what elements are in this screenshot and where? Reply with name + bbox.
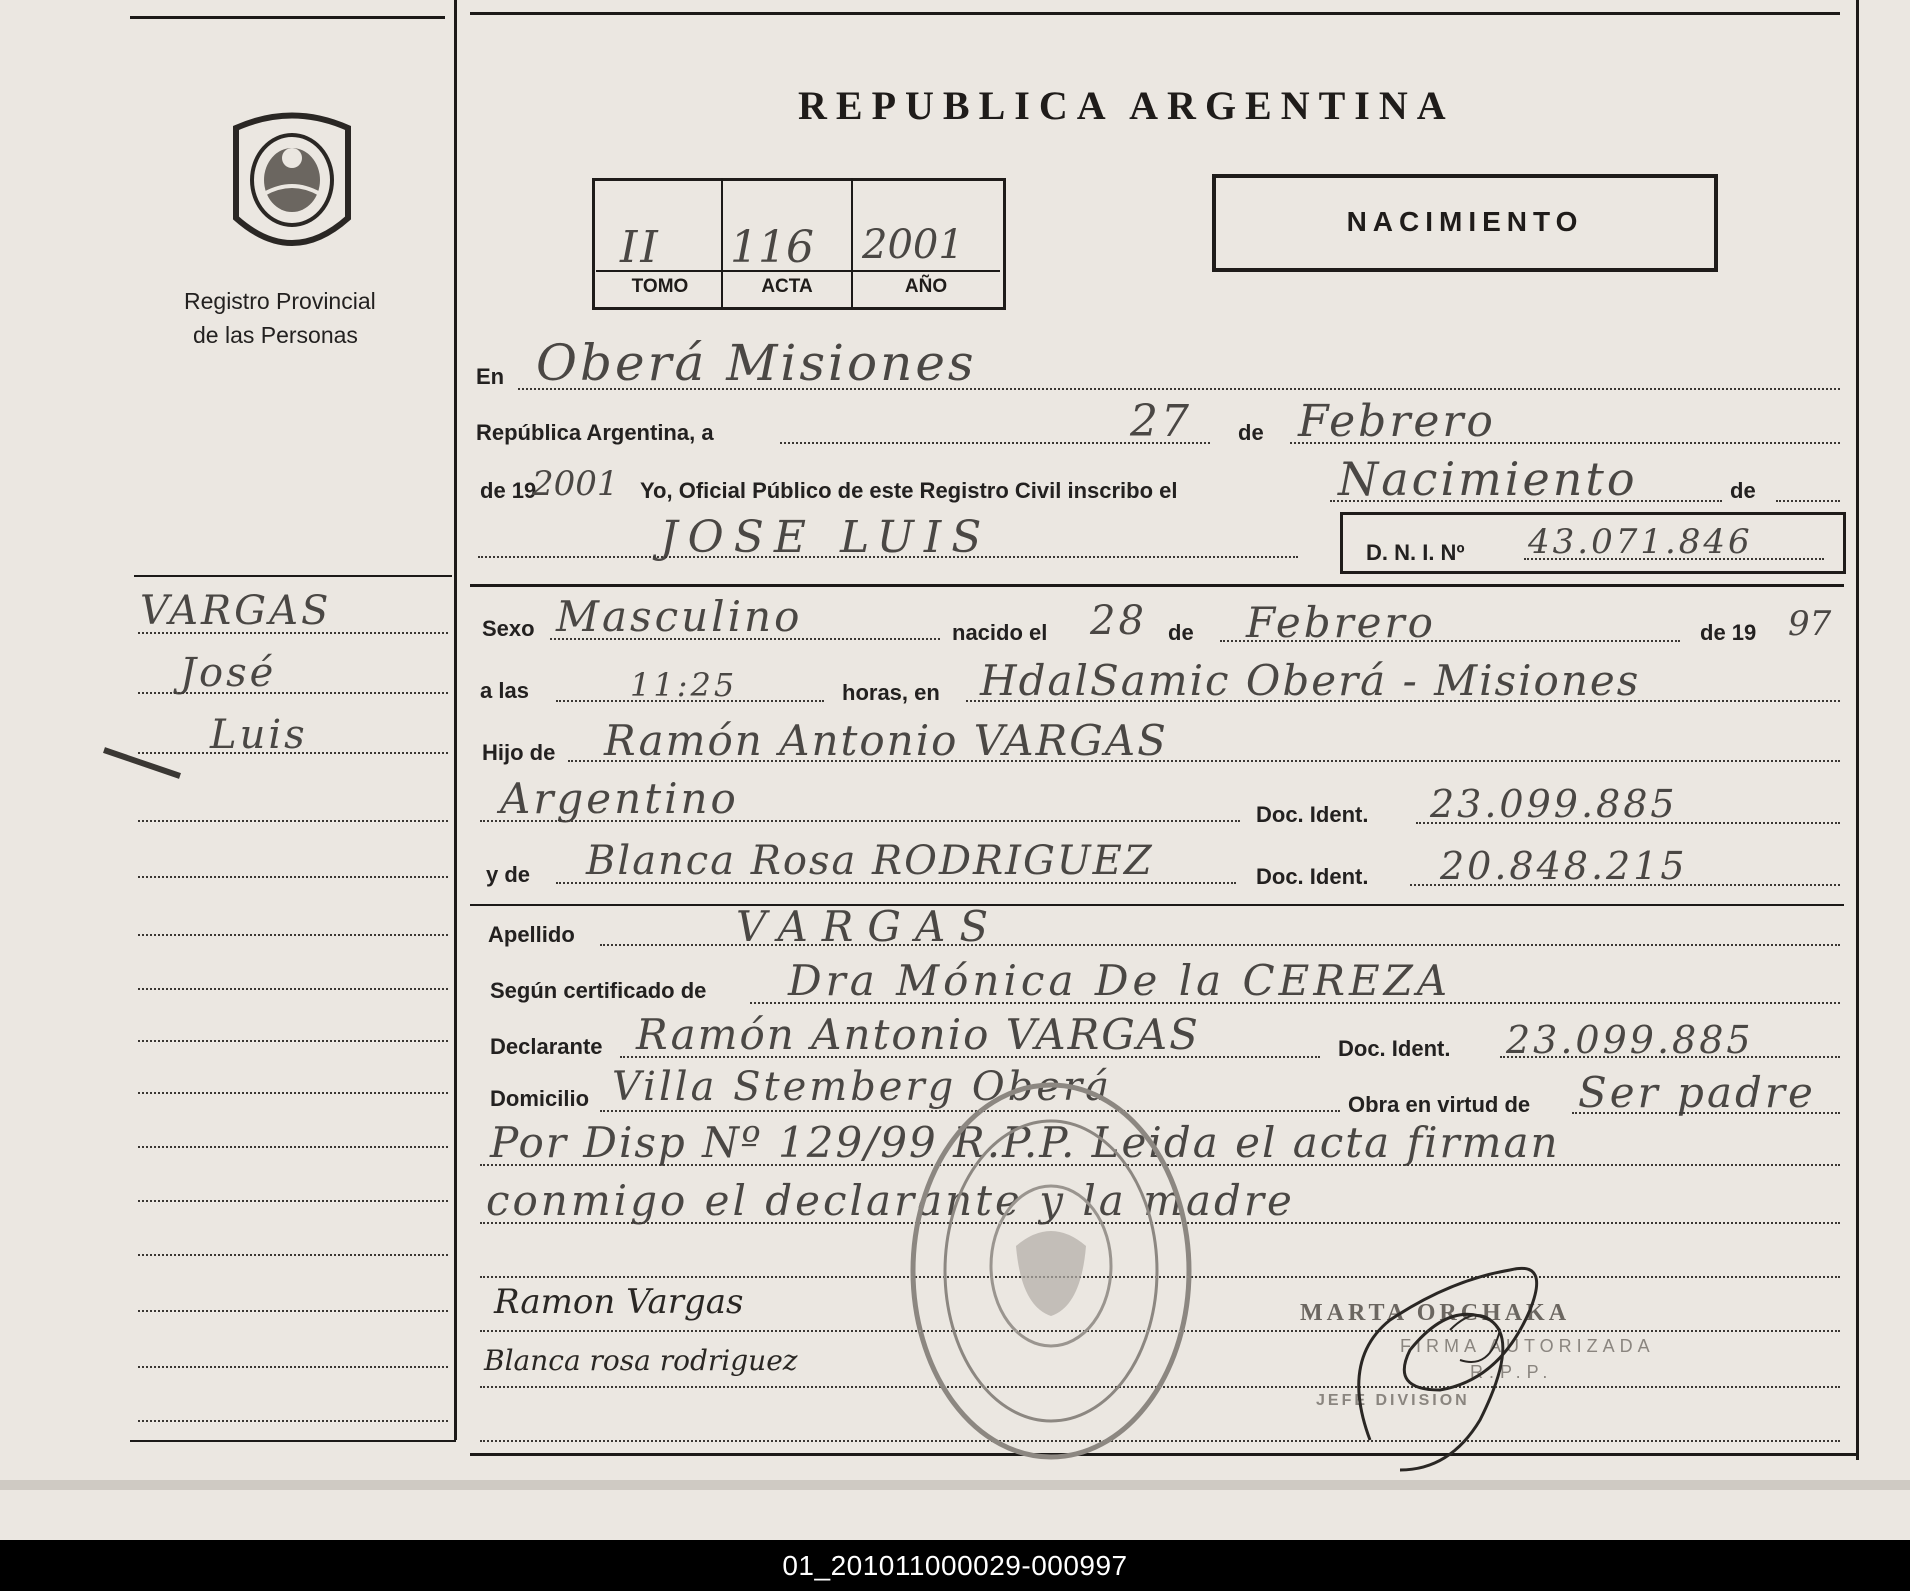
certifier-value: Dra Mónica De la CEREZA bbox=[788, 956, 1452, 1005]
label-sexo: Sexo bbox=[482, 616, 535, 641]
birth-time: 11:25 bbox=[630, 666, 738, 704]
label-hijo-de: Hijo de bbox=[482, 740, 556, 765]
mother-signature: Blanca rosa rodriguez bbox=[484, 1344, 798, 1377]
page-edge-shadow bbox=[0, 1480, 1910, 1490]
birth-year: 97 bbox=[1788, 604, 1832, 644]
father-doc: 23.099.885 bbox=[1430, 782, 1678, 826]
left-bottom-rule bbox=[130, 1440, 456, 1442]
official-title: FIRMA AUTORIZADA bbox=[1400, 1336, 1655, 1356]
official-name: MARTA ORCHAKA bbox=[1300, 1300, 1571, 1326]
top-rule-right bbox=[470, 12, 1840, 15]
acta-value: 116 bbox=[730, 222, 814, 273]
inscription-day: 27 bbox=[1130, 396, 1192, 447]
declarant-name: Ramón Antonio VARGAS bbox=[636, 1010, 1200, 1059]
declarant-doc: 23.099.885 bbox=[1506, 1018, 1754, 1062]
father-nationality: Argentino bbox=[500, 774, 739, 823]
label-republica: República Argentina, a bbox=[476, 420, 714, 445]
dotted-line bbox=[1416, 822, 1840, 824]
margin-line bbox=[138, 1092, 448, 1094]
record-box-divider bbox=[851, 178, 853, 308]
virtue-value: Ser padre bbox=[1578, 1068, 1816, 1117]
label-yo-oficial: Yo, Oficial Público de este Registro Civil inscribo el bbox=[640, 478, 1178, 503]
label-de-year: de 19 bbox=[480, 478, 537, 503]
dotted-line bbox=[568, 760, 1840, 762]
label-de-3: de bbox=[1168, 620, 1194, 645]
note-line-2: conmigo el declarante y la madre bbox=[486, 1176, 1295, 1225]
official-signature-icon bbox=[1330, 1240, 1610, 1480]
dotted-line bbox=[1500, 1056, 1840, 1058]
father-name: Ramón Antonio VARGAS bbox=[604, 716, 1168, 765]
dni-value: 43.071.846 bbox=[1528, 522, 1753, 562]
right-border bbox=[1856, 0, 1859, 1460]
margin-line bbox=[138, 1040, 448, 1042]
section-rule bbox=[470, 904, 1844, 906]
margin-mark-icon bbox=[100, 740, 190, 780]
margin-line bbox=[138, 820, 448, 822]
provincial-seal-icon bbox=[228, 108, 356, 258]
label-doc-ident-2: Doc. Ident. bbox=[1256, 864, 1369, 889]
birth-month: Febrero bbox=[1246, 598, 1436, 647]
margin-line bbox=[138, 988, 448, 990]
tomo-value: II bbox=[620, 222, 661, 273]
dotted-line bbox=[518, 388, 1840, 390]
margin-surname: VARGAS bbox=[140, 588, 332, 634]
father-signature: Ramon Vargas bbox=[494, 1282, 744, 1322]
margin-rule bbox=[134, 575, 452, 577]
registry-name-line-1: Registro Provincial bbox=[184, 288, 376, 314]
dotted-line bbox=[1220, 640, 1680, 642]
dotted-line bbox=[1572, 1112, 1840, 1114]
birth-day: 28 bbox=[1090, 598, 1147, 644]
margin-line bbox=[138, 692, 448, 694]
act-type-value: Nacimiento bbox=[1338, 452, 1638, 506]
image-id-caption: 01_201011000029-000997 bbox=[0, 1540, 1910, 1591]
ano-value: 2001 bbox=[862, 222, 964, 268]
label-obra-en-virtud: Obra en virtud de bbox=[1348, 1092, 1531, 1117]
left-column-border bbox=[454, 0, 457, 1440]
dotted-line bbox=[478, 556, 1298, 558]
margin-line bbox=[138, 1254, 448, 1256]
label-horas: horas, en bbox=[842, 680, 940, 705]
sex-value: Masculino bbox=[556, 592, 803, 641]
inscription-year: 2001 bbox=[532, 464, 619, 504]
label-en: En bbox=[476, 364, 505, 389]
dotted-line bbox=[1330, 500, 1722, 502]
dotted-line bbox=[550, 638, 940, 640]
label-de: de bbox=[1238, 420, 1264, 445]
label-a-las: a las bbox=[480, 678, 529, 703]
address-value: Villa Stemberg Oberá bbox=[612, 1064, 1112, 1110]
margin-line bbox=[138, 1310, 448, 1312]
margin-line bbox=[138, 1200, 448, 1202]
mother-name: Blanca Rosa RODRIGUEZ bbox=[586, 838, 1154, 884]
label-de-2: de bbox=[1730, 478, 1756, 503]
mother-doc: 20.848.215 bbox=[1440, 844, 1688, 888]
label-y-de: y de bbox=[486, 862, 531, 887]
label-declarante: Declarante bbox=[490, 1034, 603, 1059]
record-box-divider bbox=[721, 178, 723, 308]
tomo-label: TOMO bbox=[631, 276, 689, 297]
official-line: JEFE DIVISION bbox=[1316, 1392, 1470, 1409]
dotted-line bbox=[600, 944, 1840, 946]
margin-line bbox=[138, 632, 448, 634]
section-rule bbox=[470, 584, 1844, 587]
given-names-value: JOSE LUIS bbox=[660, 512, 992, 563]
country-title: REPUBLICA ARGENTINA bbox=[798, 83, 1455, 128]
dotted-line bbox=[1410, 884, 1840, 886]
margin-line bbox=[138, 1420, 448, 1422]
inscription-month: Febrero bbox=[1298, 396, 1496, 447]
label-nacido: nacido el bbox=[952, 620, 1048, 645]
official-initials: R.P.P. bbox=[1470, 1362, 1554, 1382]
official-stamp-icon bbox=[906, 1076, 1196, 1466]
dotted-line bbox=[966, 700, 1840, 702]
margin-line bbox=[138, 1146, 448, 1148]
record-type: NACIMIENTO bbox=[1346, 206, 1584, 237]
label-de-year-2: de 19 bbox=[1700, 620, 1757, 645]
place-value: Oberá Misiones bbox=[536, 334, 977, 392]
dotted-line bbox=[556, 882, 1236, 884]
margin-line bbox=[138, 934, 448, 936]
label-dni: D. N. I. Nº bbox=[1366, 540, 1465, 565]
acta-label: ACTA bbox=[761, 276, 813, 297]
dotted-line bbox=[1776, 500, 1840, 502]
top-rule-left bbox=[130, 16, 445, 19]
dotted-line bbox=[1290, 442, 1840, 444]
registry-name-line-2: de las Personas bbox=[193, 322, 358, 348]
label-apellido: Apellido bbox=[488, 922, 575, 947]
dotted-line bbox=[750, 1002, 1840, 1004]
dotted-line bbox=[556, 700, 824, 702]
label-doc-ident: Doc. Ident. bbox=[1256, 802, 1369, 827]
margin-given-name-1: José bbox=[180, 650, 277, 696]
note-line-1: Por Disp Nº 129/99 R.P.P. Leida el acta firman bbox=[490, 1118, 1560, 1167]
margin-line bbox=[138, 1366, 448, 1368]
label-domicilio: Domicilio bbox=[490, 1086, 590, 1111]
birth-place: HdalSamic Oberá - Misiones bbox=[980, 656, 1641, 705]
ano-label: AÑO bbox=[904, 276, 948, 297]
margin-given-name-2: Luis bbox=[210, 712, 308, 758]
label-doc-ident-3: Doc. Ident. bbox=[1338, 1036, 1451, 1061]
dotted-line bbox=[1524, 558, 1824, 560]
label-segun-certificado: Según certificado de bbox=[490, 978, 707, 1003]
dotted-line bbox=[620, 1056, 1320, 1058]
dotted-line bbox=[480, 820, 1240, 822]
margin-line bbox=[138, 876, 448, 878]
surname-value: VARGAS bbox=[736, 902, 1003, 951]
